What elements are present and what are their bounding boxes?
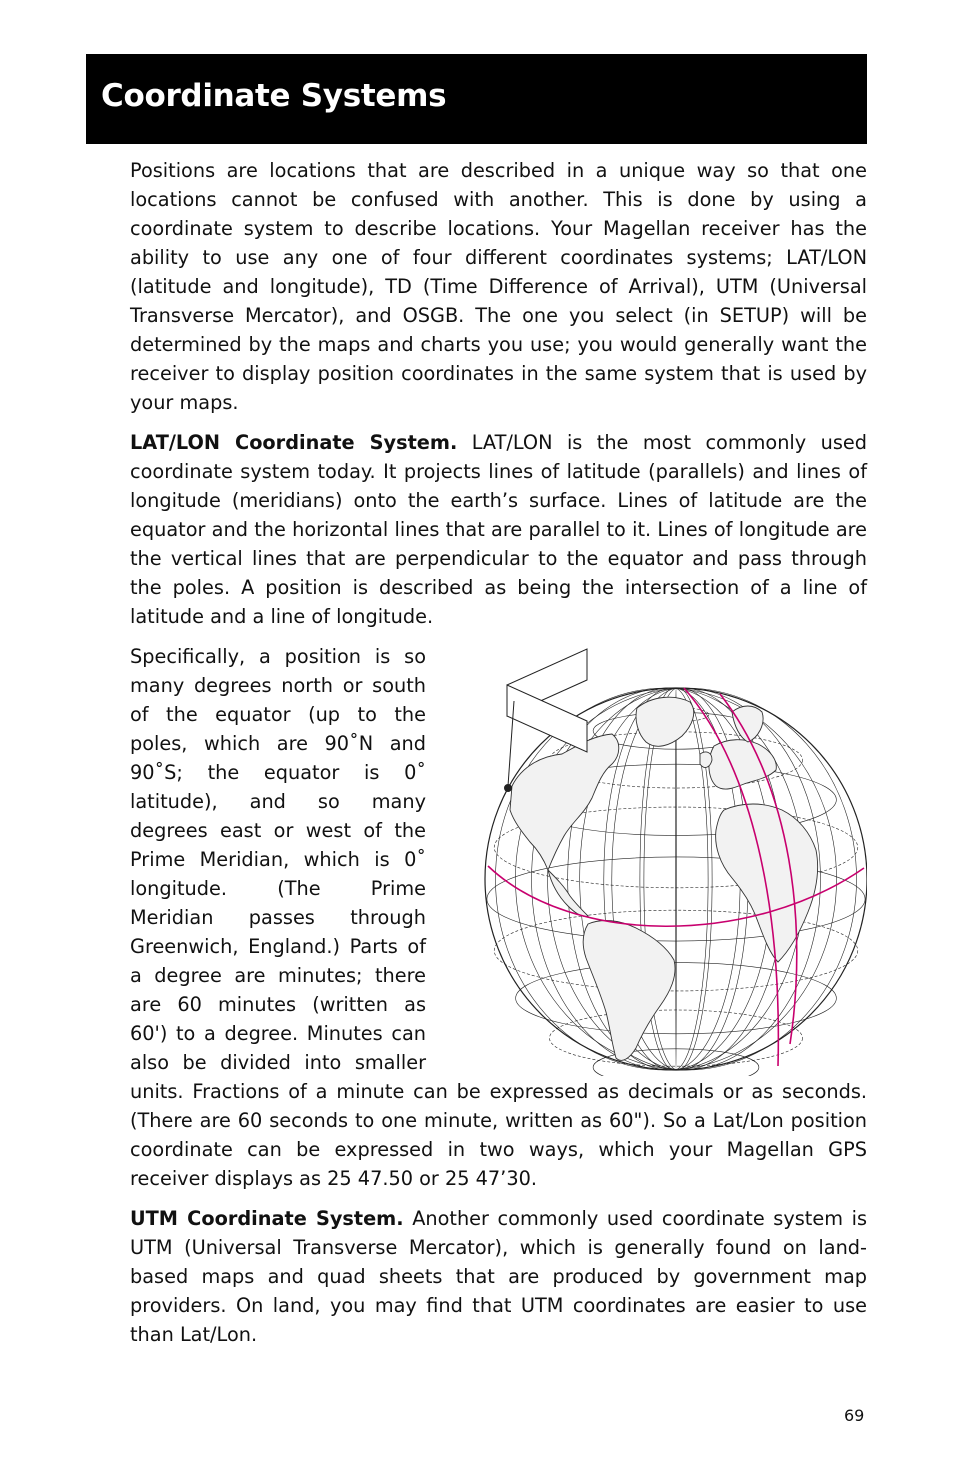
- utm-heading: UTM Coordinate System.: [130, 1207, 404, 1230]
- latlon-heading: LAT/LON Coordinate System.: [130, 431, 458, 454]
- body-text: [130, 156, 867, 1360]
- position-marker: [505, 785, 512, 792]
- globe-meridian: [676, 688, 677, 1070]
- latlon-paragraph: [130, 428, 867, 631]
- utm-paragraph: [130, 1204, 867, 1349]
- page-title: Coordinate Systems: [101, 78, 447, 114]
- globe-figure: [452, 646, 867, 1076]
- utm-text: Another commonly used coordinate system is UTM (Universal Transverse Mercator), which is generally found on land-based maps and quad sheets that are produced by government map providers. On land, you may find that UTM coordinates are easier to use than Lat/Lon.: [130, 1207, 867, 1346]
- globe-parallel: [516, 963, 837, 1034]
- page-number: 69: [844, 1406, 865, 1425]
- globe-illustration-icon: [452, 646, 867, 1076]
- intro-paragraph: Positions are locations that are described in a unique way so that one locations cannot be confused with another. This is done by using a coordinate system to describe locations. Your Magellan receiver has the ability to use any one of four different coordinates systems; LAT/LON (latitude and longitude), TD (Time Difference of Arrival), UTM (Universal Transverse Mercator), and OSGB. The one you select (in SETUP) will be determined by the maps and charts you use; you would generally want the receiver to display position coordinates in the same system that is used by your maps.: [130, 159, 867, 414]
- latlon-text: LAT/LON is the most commonly used coordinate system today. It projects lines of latitude (parallels) and lines of longitude (meridians) onto the earth’s surface. Lines of latitude are the equator and the horizontal lines that are parallel to it. Lines of longitude are the vertical lines that are perpendicular to the equator and pass through the poles. A position is described as being the intersection of a line of latitude and a line of longitude.: [130, 431, 867, 628]
- specifically-paragraph: Specifically, a position is so many degrees north or south of the equator (up to the poles, which are 90˚N and 90˚S; the equator is 0˚ latitude), and so many degrees east or west of the Prime Meridian, which is 0˚ longitude. (The Prime Meridian passes through Greenwich, England.) Parts of a degree are minutes; there are 60 minutes (written as 60') to a degree. Minutes can also be divided into smaller units. Fractions of a minute can be expressed as decimals or as seconds. (There are 60 seconds to one minute, written as 60"). So a Lat/Lon position coordinate can be expressed in two ways, which your Magellan GPS receiver displays as 25 47.50 or 25 47’30.: [130, 645, 867, 1190]
- title-bar: [86, 54, 867, 144]
- globe-parallel: [549, 1010, 802, 1066]
